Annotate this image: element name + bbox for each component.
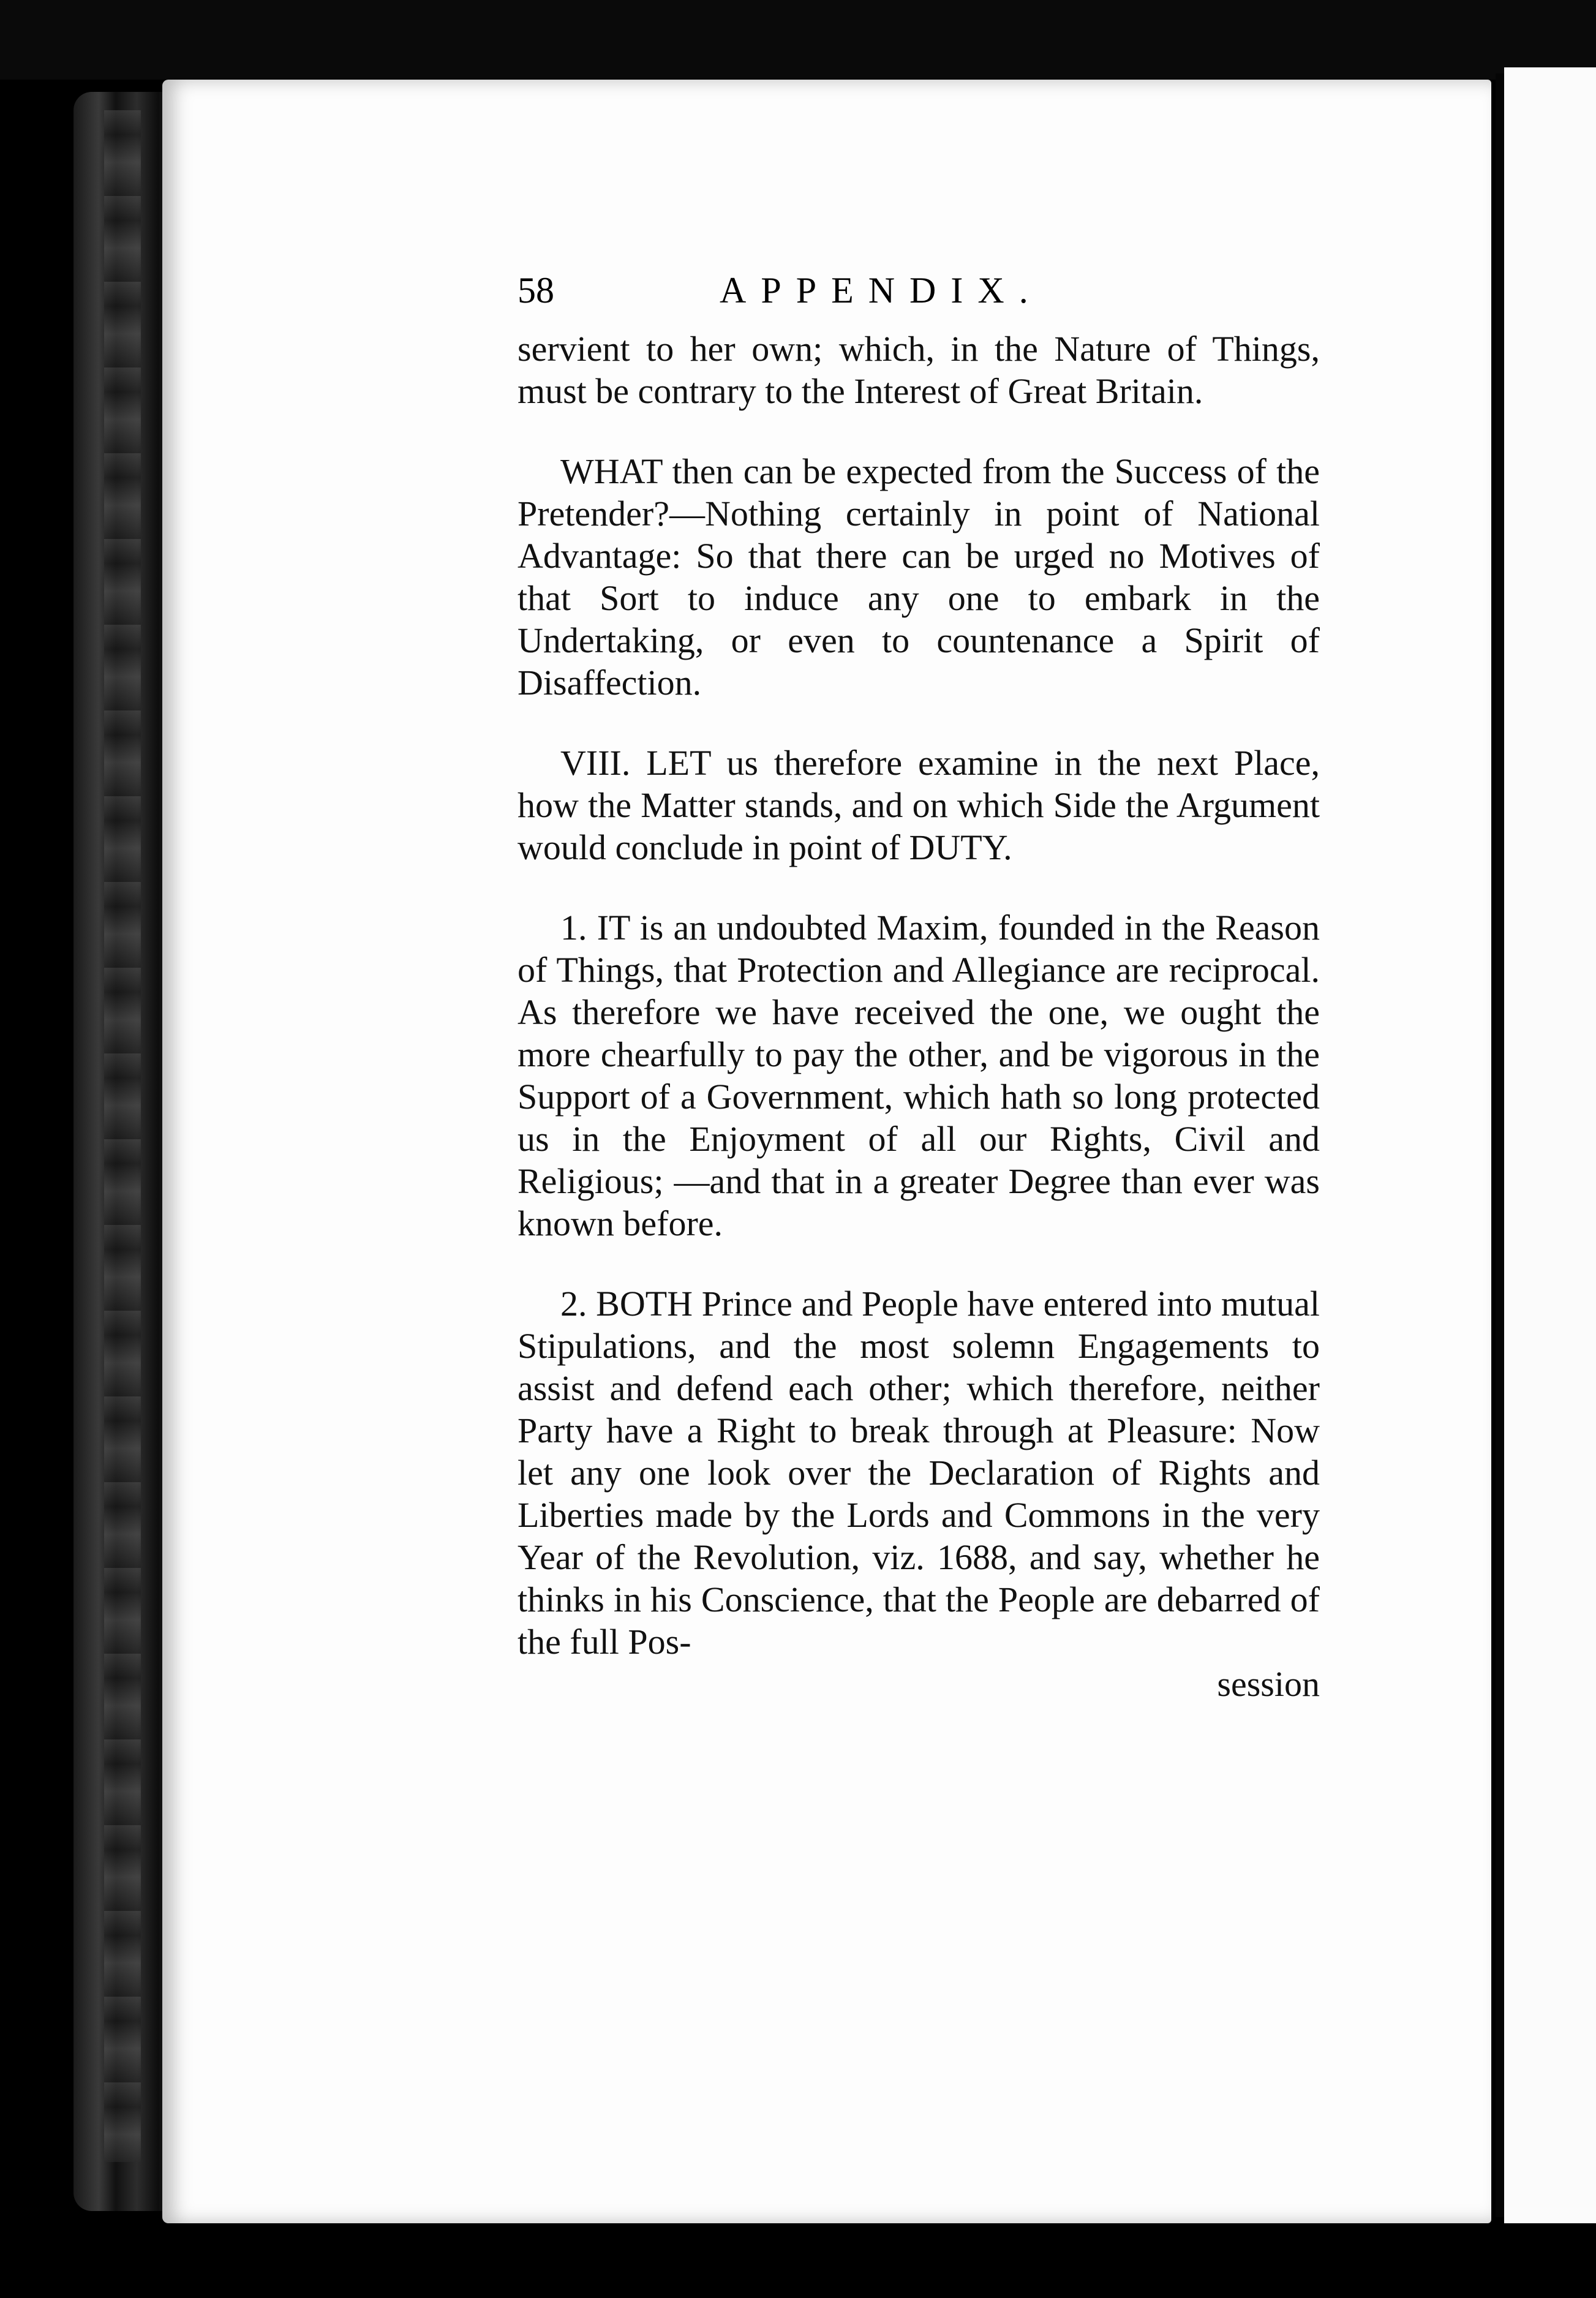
facing-page-edge — [1504, 67, 1596, 2223]
page-gutter — [1496, 73, 1504, 2217]
spine-texture — [104, 110, 141, 2162]
running-head: APPENDIX. — [720, 270, 1043, 311]
scan-top-border — [0, 0, 1596, 80]
page-number: 58 — [518, 270, 554, 311]
page-header — [518, 269, 1320, 318]
page-body — [518, 328, 1320, 1705]
paragraph-section-viii: VIII. LET us therefore examine in the next Place, how the Matter stands, and on which Side the Argument would conclude in point of DUTY. — [518, 743, 1320, 867]
paragraph-pretender: WHAT then can be expected from the Success of the Pretender?—Nothing certainly in point of National Advantage: So that there can be urged no Motives of that Sort to induce any one to embark in the Undertaking, or even to countenance a Spirit of Disaffection. — [518, 451, 1320, 703]
catchword: session — [1217, 1664, 1320, 1704]
paragraph-point-1: 1. IT is an undoubted Maxim, founded in the Reason of Things, that Protection and Allegiance are reciprocal. As therefore we have received the one, we ought the more chearfully to pay the other, and be vigorous in the Support of a Government, which hath so long protected us in the Enjoyment of all our Rights, Civil and Religious; —and that in a greater Degree than ever was known before. — [518, 908, 1320, 1243]
paragraph-continuation: servient to her own; which, in the Nature of Things, must be contrary to the Interest of Great Britain. — [518, 329, 1320, 411]
paragraph-point-2: 2. BOTH Prince and People have entered into mutual Stipulations, and the most solemn Engagements to assist and defend each other; which therefore, neither Party have a Right to break through at Pleasure: Now let any one look over the Declaration of Rights and Liberties made by the Lords and Commons in the very Year of the Revolution, viz. 1688, and say, whether he thinks in his Conscience, that the People are debarred of the full Pos- — [518, 1284, 1320, 1662]
